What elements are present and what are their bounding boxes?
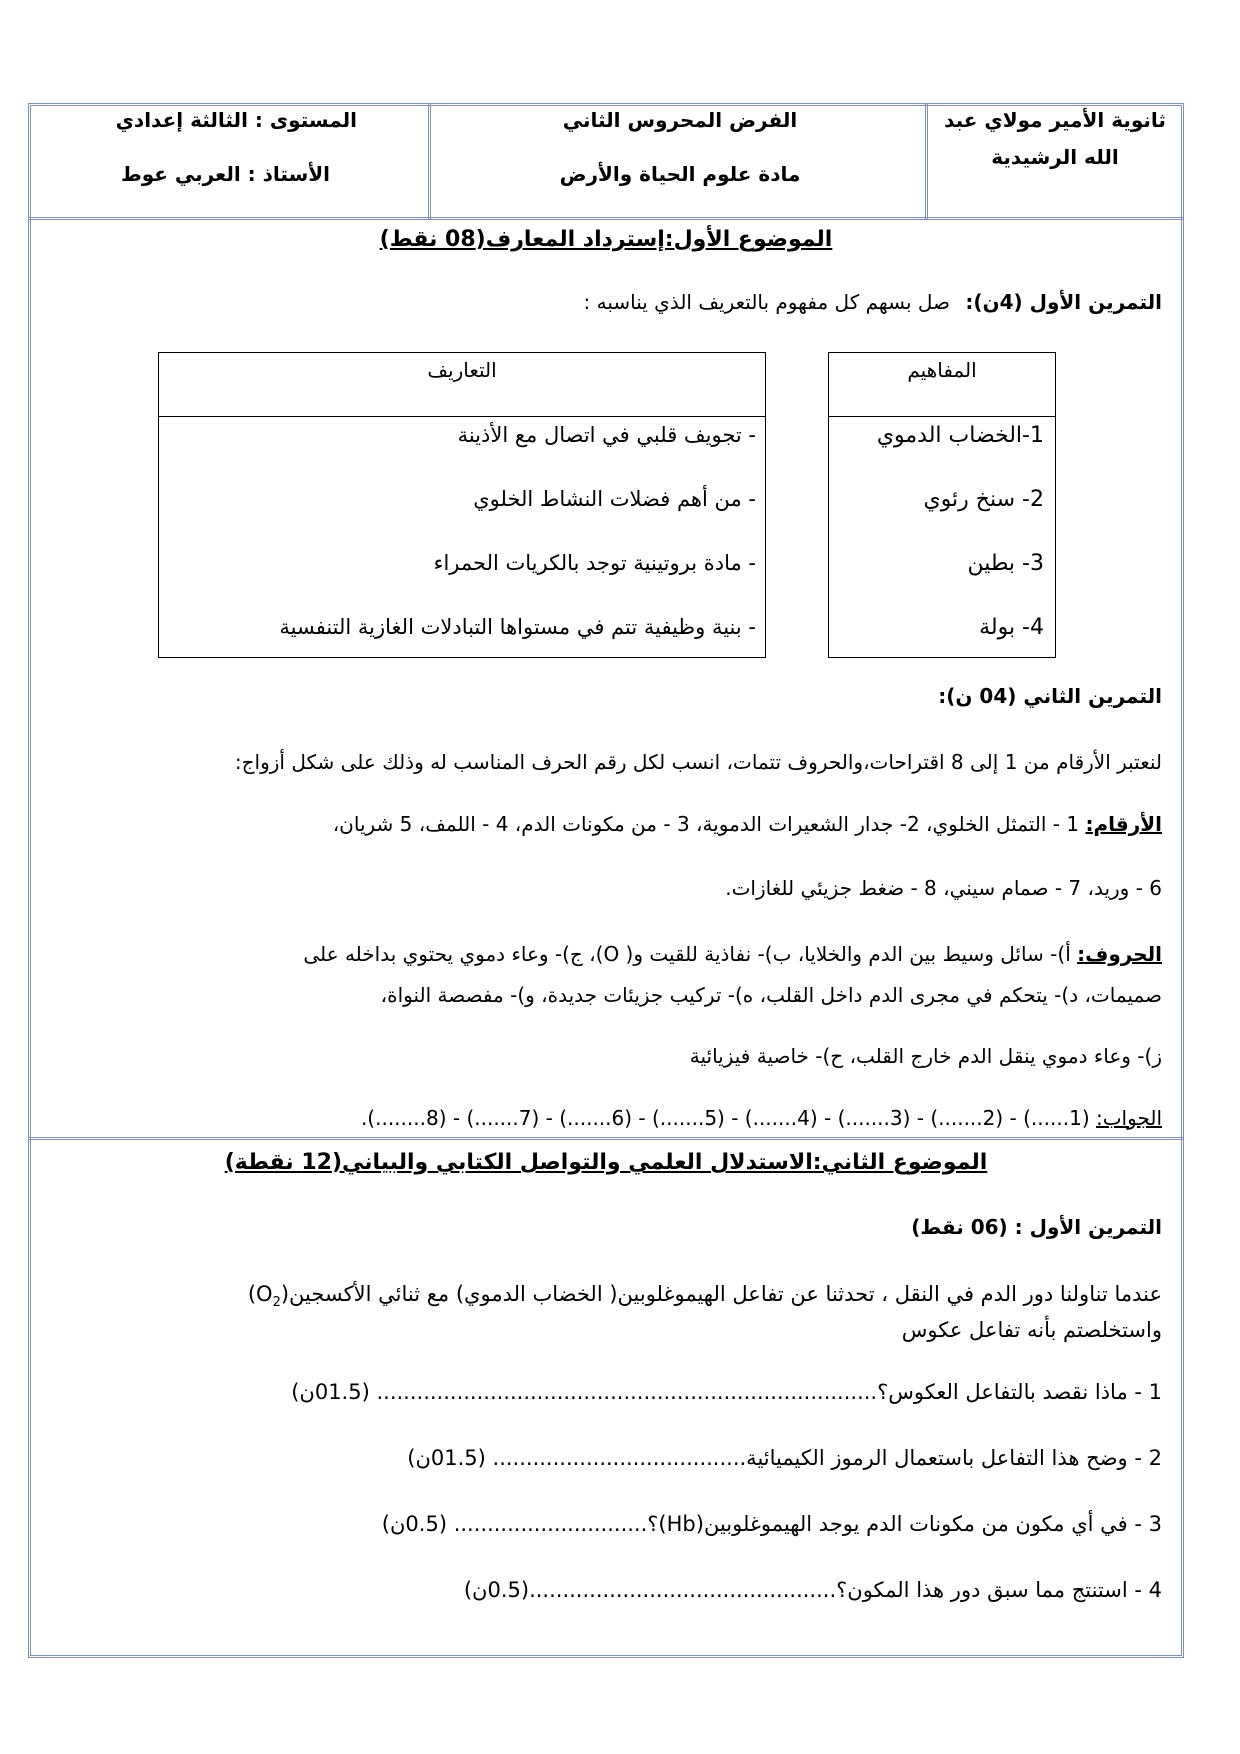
answer-pairs: (1......) - (2.......) - (3.......) - (4.......) - (5.......) - (6.......) - (7.......) - (8........).	[360, 1106, 1096, 1130]
school-name-line1: ثانوية الأمير مولاي عبد	[944, 108, 1166, 132]
subject-title: مادة علوم الحياة والأرض	[559, 162, 801, 186]
definitions-header: التعاريف	[427, 358, 497, 382]
part2-intro-line1	[248, 1282, 1162, 1310]
header-separator	[28, 217, 1184, 220]
intro-close: )	[247, 1282, 257, 1306]
numbers-list: 1 - التمثل الخلوي، 2- جدار الشعيرات الدموية، 3 - من مكونات الدم، 4 - اللمف، 5 شريان،	[332, 812, 1086, 836]
part2-ex1-label: التمرين الأول : (06 نقط)	[911, 1215, 1162, 1239]
intro-text: عندما تناولنا دور الدم في النقل ، تحدثنا عن تفاعل الهيموغلوبين( الخضاب الدموي) مع ثنائي الأكسجين(O	[256, 1282, 1162, 1306]
letters-line3: ز)- وعاء دموي ينقل الدم خارج القلب، ح)- خاصية فيزيائية	[689, 1044, 1162, 1068]
part1-title: الموضوع الأول:إسترداد المعارف(08 نقط)	[379, 227, 833, 252]
concepts-table-header-line	[828, 416, 1056, 417]
concept-item: 4- بولة	[979, 615, 1044, 640]
numbers-line1	[333, 812, 1162, 836]
teacher-label: الأستاذ : العربي عوط	[120, 162, 330, 186]
answer-label: الجواب:	[1095, 1106, 1162, 1130]
concept-item: 3- بطين	[967, 551, 1044, 576]
ex1-instruction: صل بسهم كل مفهوم بالتعريف الذي يناسبه :	[583, 290, 950, 314]
question-item: 4 - استنتج مما سبق دور هذا المكون؟..............................................(0.5ن)	[463, 1578, 1162, 1602]
part2-intro-line2: واستخلصتم بأنه تفاعل عكوس	[901, 1318, 1162, 1342]
definition-item: - من أهم فضلات النشاط الخلوي	[473, 487, 756, 511]
definition-item: - بنية وظيفية تتم في مستواها التبادلات الغازية التنفسية	[279, 615, 756, 639]
letters-line1	[303, 942, 1162, 966]
school-name-line2: الله الرشيدية	[991, 145, 1119, 169]
numbers-label: الأرقام:	[1085, 812, 1162, 836]
header-divider-left	[428, 103, 431, 220]
concept-item: 1-الخضاب الدموي	[876, 423, 1044, 448]
ex2-label: التمرين الثاني (04 ن):	[938, 684, 1162, 708]
letters-list: أ)- سائل وسيط بين الدم والخلايا، ب)- نفاذية للقيت و( O)، ج)- وعاء دموي يحتوي بداخله على	[303, 942, 1078, 966]
level-label: المستوى : الثالثة إعدادي	[115, 108, 357, 132]
numbers-line2: 6 - وريد، 7 - صمام سيني، 8 - ضغط جزيئي للغازات.	[725, 876, 1162, 900]
question-item: 1 - ماذا نقصد بالتفاعل العكوس؟........................................................................... (01.5ن)	[291, 1380, 1162, 1404]
definitions-table-header-line	[158, 416, 766, 417]
oxygen-subscript: 2	[272, 1295, 281, 1311]
question-item: 3 - في أي مكون من مكونات الدم يوجد الهيموغلوبين(Hb)؟............................. (0.5ن)	[381, 1512, 1162, 1536]
ex1-label: التمرين الأول (4ن):	[965, 290, 1162, 314]
exam-title: الفرض المحروس الثاني	[562, 108, 798, 132]
question-item: 2 - وضح هذا التفاعل باستعمال الرموز الكيميائية...................................... (01.5ن)	[407, 1446, 1162, 1470]
definition-item: - تجويف قلبي في اتصال مع الأذينة	[457, 423, 756, 447]
letters-line2: صميمات، د)- يتحكم في مجرى الدم داخل القلب، ه)- تركيب جزيئات جديدة، و)- مفصصة النواة،	[380, 983, 1162, 1007]
answer-line	[361, 1106, 1162, 1130]
concept-item: 2- سنخ رئوي	[923, 487, 1044, 512]
header-divider-right	[925, 103, 928, 220]
part2-title: الموضوع الثاني:الاستدلال العلمي والتواصل الكتابي والبياني(12 نقطة)	[224, 1150, 988, 1175]
ex2-intro: لنعتبر الأرقام من 1 إلى 8 اقتراحات،والحروف تتمات، انسب لكل رقم الحرف المناسب له وذلك على شكل أزواج:	[234, 750, 1162, 774]
part-separator	[28, 1137, 1184, 1140]
letters-label: الحروف:	[1077, 942, 1162, 966]
concepts-header: المفاهيم	[907, 358, 977, 382]
definition-item: - مادة بروتينية توجد بالكريات الحمراء	[433, 551, 756, 575]
